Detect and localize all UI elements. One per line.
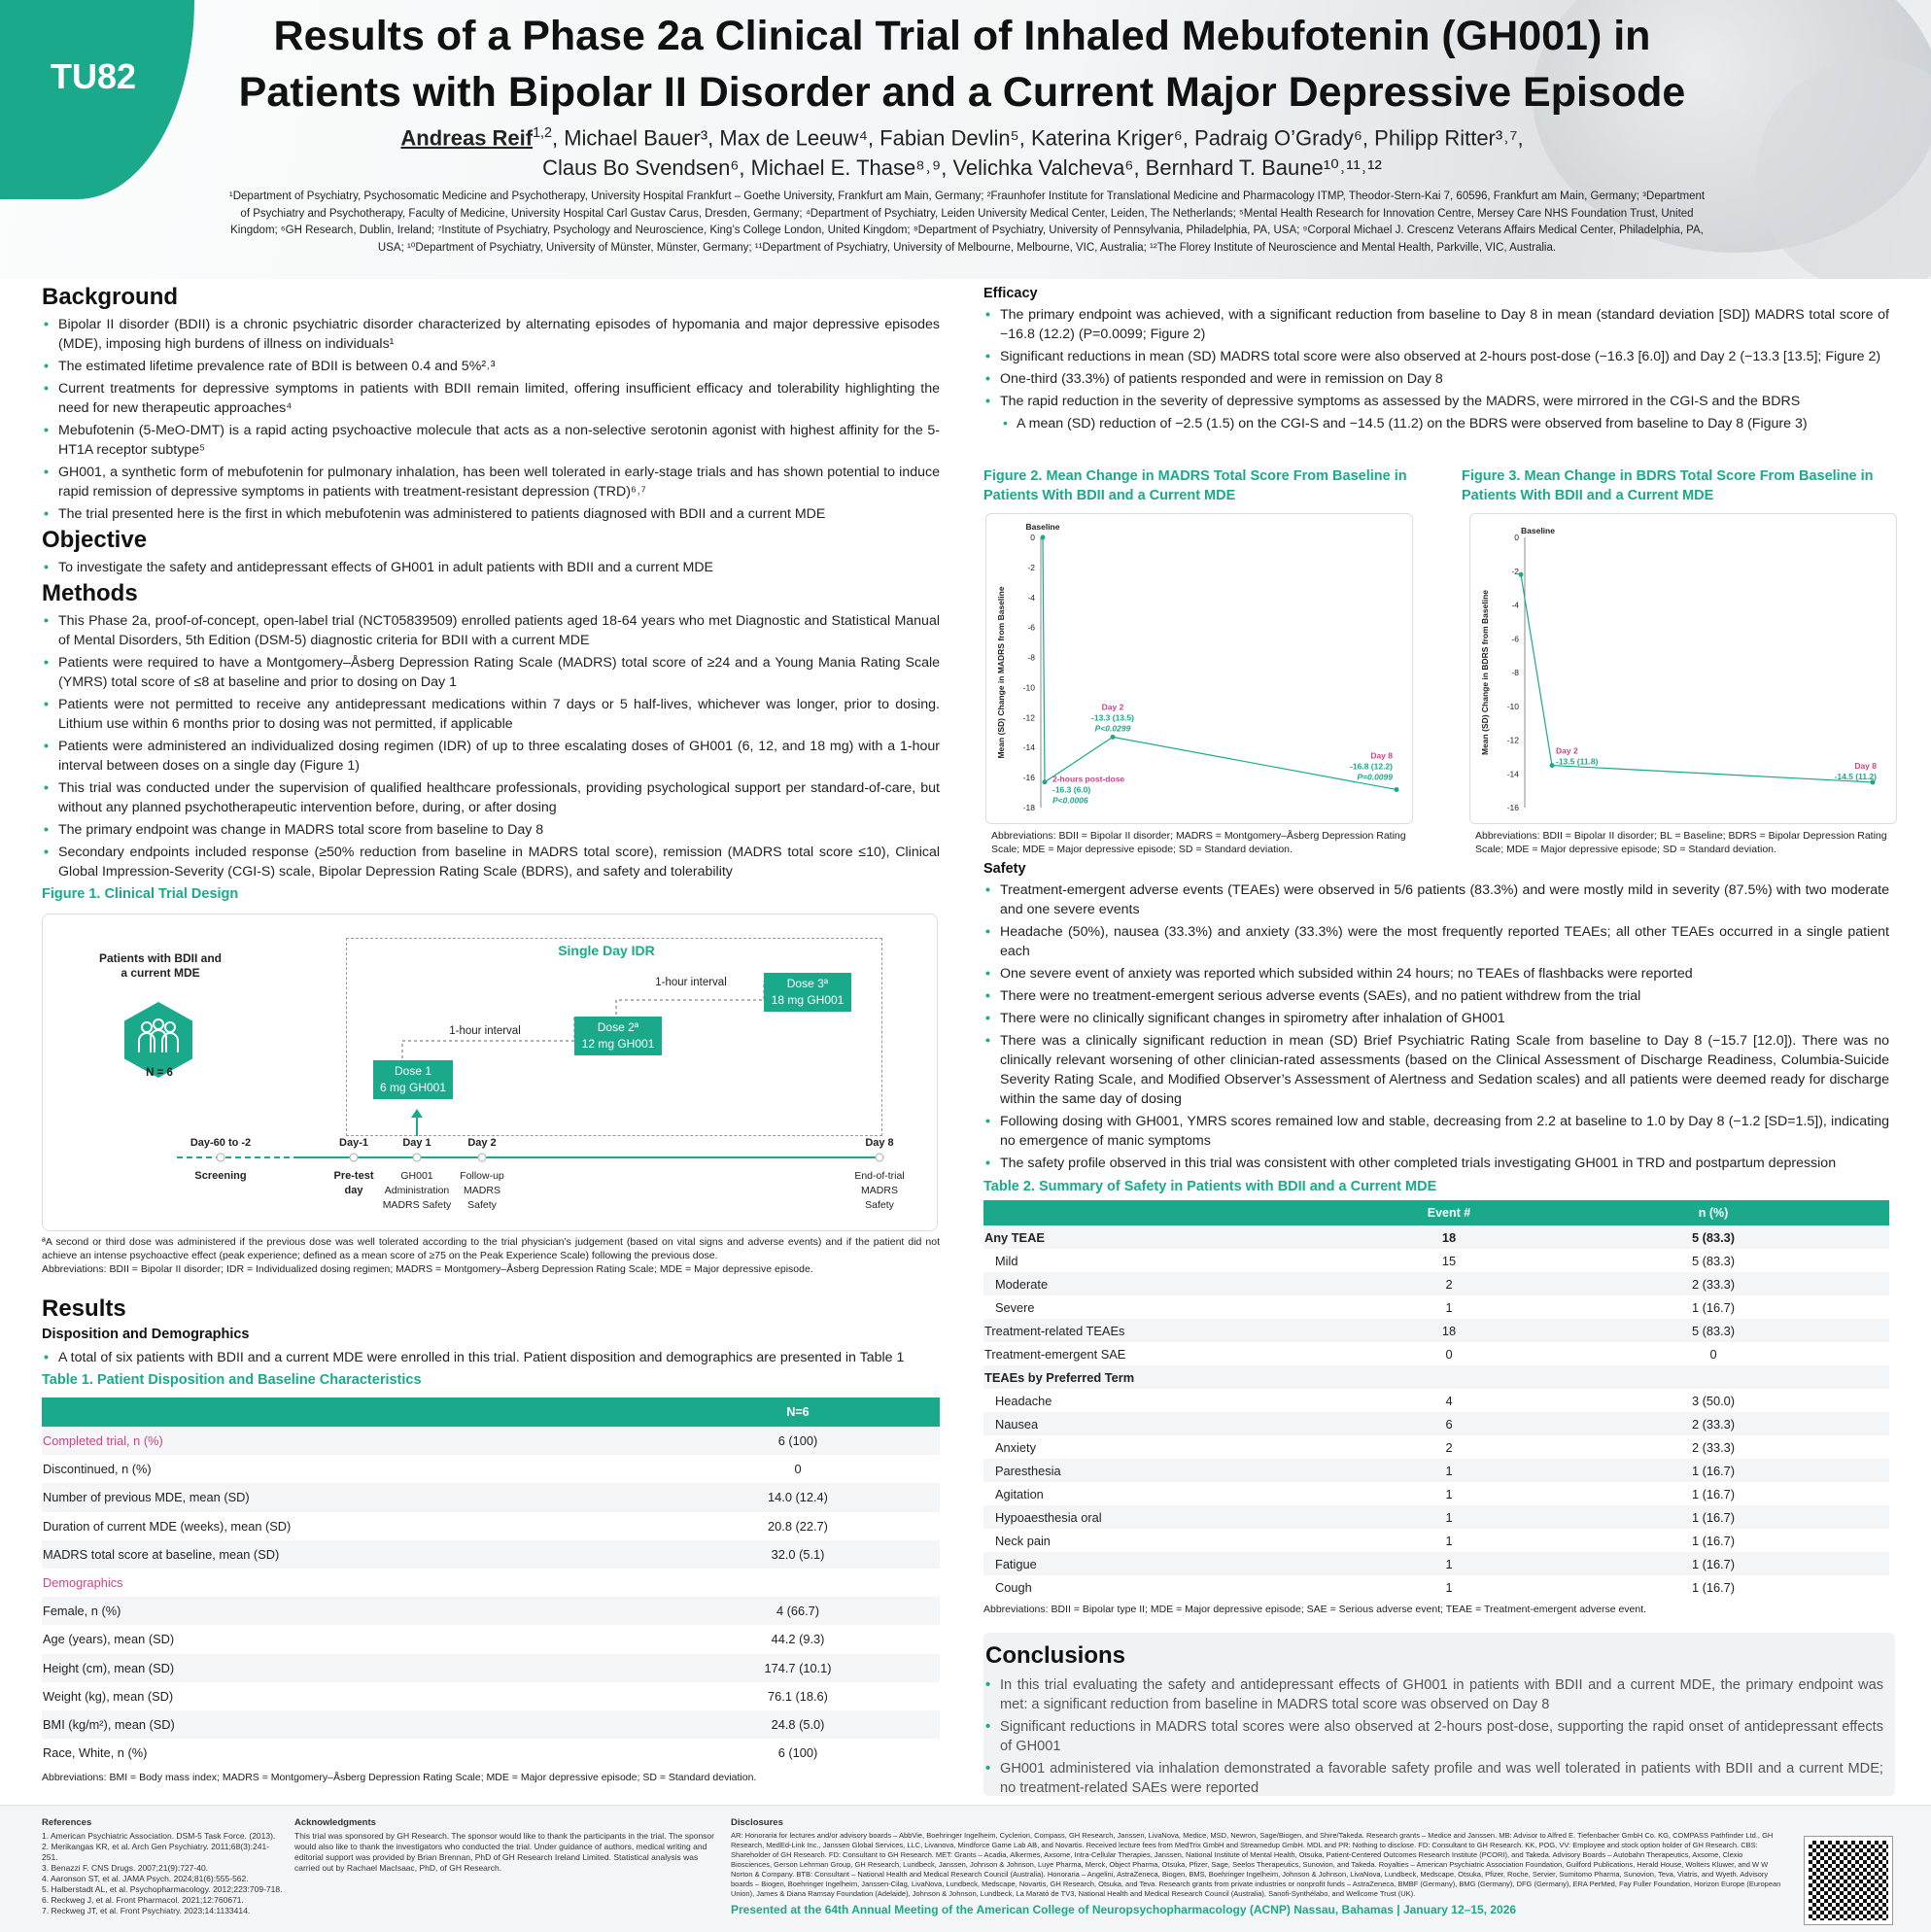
stage-end: End-of-trial MADRS Safety (854, 1170, 905, 1211)
table-cell-value (1537, 1365, 1889, 1389)
table-cell-value: 4 (1445, 1393, 1453, 1408)
table-row (983, 1552, 1889, 1575)
authors-line-2: Claus Bo Svendsen⁶, Michael E. Thase⁸˒⁹, Velichka Valcheva⁶, Bernhard T. Baune¹⁰˒¹¹˒¹² (542, 155, 1382, 181)
reference-item: 5. Halberstadt AL, et al. Psychopharmacology. 2012;223:709-718. (42, 1884, 283, 1894)
methods-item: • Secondary endpoints included response (≥50% reduction from baseline in MADRS total score), remission (MADRS total score ≤10), Clinical Global Impression-Severity (CGI-S) scale, Bipolar Depression Rating Scale (BDRS), and safety and tolerability (42, 843, 940, 881)
table-cell-value: 5 (83.3) (1691, 1229, 1736, 1245)
data-label: Baseline (1025, 522, 1060, 532)
table-row (983, 1319, 1889, 1342)
table-cell-label: Female, n (%) (43, 1604, 121, 1619)
left-column (42, 284, 940, 1784)
methods-item: • Patients were administered an individualized dosing regimen (IDR) of up to three escalating doses of GH001 (6, 12, and 18 mg) with a 1-hour interval between doses on a single day (Figure 1) (42, 737, 940, 776)
table-cell-value (1361, 1365, 1537, 1389)
table-cell-value: 2 (1445, 1276, 1453, 1292)
table-cell-label: Headache (995, 1393, 1052, 1408)
table2-col-events: Event # (1361, 1200, 1537, 1225)
data-point (1043, 779, 1048, 784)
table-cell-label: Cough (995, 1579, 1032, 1595)
y-tick-label: 0 (1030, 533, 1035, 542)
table-row (983, 1412, 1889, 1435)
table-cell-value: 5 (83.3) (1691, 1253, 1736, 1268)
results-list (42, 1348, 940, 1367)
table-cell-label: Severe (995, 1299, 1035, 1315)
methods-item: • The primary endpoint was change in MADRS total score from baseline to Day 8 (42, 820, 940, 840)
timeline-day-minus1: Day-1 (339, 1137, 368, 1149)
table2-body (983, 1225, 1889, 1599)
background-item: • GH001, a synthetic form of mebufotenin for pulmonary inhalation, has been well tolerated in early-stage trials and has shown potential to induce rapid remission of depressive symptoms in patients with treatment-resistant depression (TRD)⁶˒⁷ (42, 463, 940, 501)
table-row (983, 1505, 1889, 1529)
table-cell-value: 1 (1445, 1556, 1453, 1571)
efficacy-list (983, 305, 1889, 411)
references-list (42, 1831, 285, 1916)
background-item: • The trial presented here is the first in which mebufotenin was administered to patients diagnosed with BDII and a current MDE (42, 504, 940, 524)
figure1-title: Figure 1. Clinical Trial Design (42, 886, 239, 902)
conclusion-item: • In this trial evaluating the safety and antidepressant effects of GH001 in patients with BDII and a current MDE, the primary endpoint was met: a significant reduction from baseline in MADRS total score was observed on Day 8 (983, 1675, 1883, 1714)
table-row (983, 1482, 1889, 1505)
references (42, 1817, 285, 1916)
presented-at: Presented at the 64th Annual Meeting of the American College of Neuropsychopharmacology (ACNP) Nassau, Bahamas | January 12–15, 2026 (731, 1903, 1517, 1916)
safety-heading: Safety (983, 861, 1026, 877)
data-point (1111, 735, 1116, 740)
table-row (983, 1365, 1889, 1389)
table2-title: Table 2. Summary of Safety in Patients with BDII and a Current MDE (983, 1179, 1437, 1194)
y-tick-label: -14 (1506, 769, 1519, 779)
figure2-chart (985, 513, 1413, 824)
table-cell-value: 174.7 (10.1) (764, 1660, 832, 1675)
data-label: Day 2 (1101, 702, 1124, 712)
y-tick-label: -10 (1506, 701, 1519, 711)
table-cell-label: Anxiety (995, 1439, 1036, 1455)
table-row (983, 1342, 1889, 1365)
interval-2-label: 1-hour interval (655, 977, 727, 988)
authors-line-1: , Michael Bauer³, Max de Leeuw⁴, Fabian Devlin⁵, Katerina Kriger⁶, Padraig O’Grady⁶, Philipp Ritter³˒⁷, (551, 125, 1524, 151)
methods-item: • Patients were not permitted to receive any antidepressant medications within 7 days or 5 half-lives, whichever was longer, prior to dosing. Lithium use within 6 months prior to dosing was not permitted, if applicable (42, 695, 940, 734)
lead-author-sup: 1,2 (533, 125, 552, 141)
table-cell-value: 1 (1445, 1509, 1453, 1525)
y-tick-label: -8 (1511, 668, 1519, 677)
disclosures-title: Disclosures (731, 1817, 783, 1828)
table-cell-value: 2 (1445, 1439, 1453, 1455)
safety-item: • Headache (50%), nausea (33.3%) and anxiety (33.3%) were the most frequently reported TEAEs; all other TEAEs occurred in a single patient each (983, 922, 1889, 961)
table-cell-label: Weight (kg), mean (SD) (43, 1688, 174, 1704)
conclusion-item: • Significant reductions in MADRS total scores were also observed at 2-hours post-dose, supporting the rapid onset of antidepressant effects of GH001 (983, 1717, 1883, 1756)
background-item: • The estimated lifetime prevalence rate of BDII is between 0.4 and 5%²˒³ (42, 357, 940, 376)
table-cell-value: 1 (1445, 1299, 1453, 1315)
data-label: -16.8 (12.2) (1350, 761, 1393, 772)
table-row (983, 1435, 1889, 1459)
table-cell-label: Duration of current MDE (weeks), mean (SD) (43, 1518, 292, 1534)
poster-header (0, 0, 1931, 279)
table-row (42, 1710, 940, 1739)
table-cell-label: Any TEAE (984, 1229, 1045, 1245)
table-cell-value: 4 (66.7) (776, 1604, 820, 1619)
table2-blank-header (983, 1200, 1361, 1225)
dose-1-label: Dose 1 (394, 1064, 432, 1078)
lead-author: Andreas Reif (400, 125, 534, 151)
objective-heading: Objective (42, 527, 148, 553)
background-item: • Bipolar II disorder (BDII) is a chronic psychiatric disorder characterized by alternating episodes of hypomania and major depressive episodes (MDE), imposing high burdens of illness on individuals¹ (42, 315, 940, 354)
safety-item: • There were no clinically significant changes in spirometry after inhalation of GH001 (983, 1009, 1889, 1028)
data-label: Baseline (1521, 526, 1555, 536)
table-cell-value: 1 (1445, 1579, 1453, 1595)
author-list (194, 119, 1730, 183)
reference-item: 7. Reckweg JT, et al. Front Psychiatry. 2023;14:1133414. (42, 1906, 251, 1915)
table1-body (42, 1427, 940, 1767)
data-point (1041, 535, 1046, 540)
conclusions-list (983, 1675, 1895, 1798)
figure3-chart (1469, 513, 1897, 824)
safety-item: • One severe event of anxiety was reported which subsided within 24 hours; no TEAEs of flashbacks were reported (983, 964, 1889, 983)
safety-item: • There was a clinically significant reduction in mean (SD) Brief Psychiatric Rating Scale from baseline to Day 8 (−15.7 [12.0]). There was no clinically relevant worsening of other clinician-rated assessments (based on the Clinical Assessment of Discharge Readiness, Columbia-Suicide Severity Rating Scale, and Modified Observer’s Assessment of Alertness and Sedation scales) and all patients were deemed ready for discharge within the same day of dosing (983, 1031, 1889, 1109)
data-label: -14.5 (11.2) (1834, 771, 1877, 781)
table-row (42, 1739, 940, 1767)
efficacy-item: • The primary endpoint was achieved, with a significant reduction from baseline to Day 8 in mean (standard deviation [SD]) MADRS total score of −16.8 (12.2) (P=0.0099; Figure 2) (983, 305, 1889, 344)
table-row (42, 1569, 940, 1597)
y-tick-label: -2 (1027, 562, 1035, 572)
figure1-abbrev: Abbreviations: BDII = Bipolar II disorder; IDR = Individualized dosing regimen; MADRS = Montgomery–Åsberg Depression Rating Scale; MDE = Major depressive episode. (42, 1263, 813, 1275)
table2 (983, 1200, 1889, 1599)
reference-item: 1. American Psychiatric Association. DSM-5 Task Force. (2013). (42, 1831, 276, 1841)
efficacy-subitem-text: A mean (SD) reduction of −2.5 (1.5) on the CGI-S and −14.5 (11.2) on the BDRS were observed from baseline to Day 8 (Figure 3) (1017, 416, 1808, 431)
table-cell-label: Treatment-related TEAEs (984, 1323, 1125, 1338)
dose-3-label: Dose 3ª (786, 977, 829, 990)
data-label: -16.3 (6.0) (1052, 784, 1091, 795)
y-tick-label: -16 (1506, 803, 1519, 812)
table1-blank-header (42, 1397, 656, 1427)
efficacy-item: • Significant reductions in mean (SD) MADRS total score were also observed at 2-hours post-dose (−16.3 [6.0]) and Day 2 (−13.3 [13.5]; Figure 2) (983, 347, 1889, 366)
safety-list (983, 880, 1889, 1173)
y-tick-label: -10 (1022, 682, 1035, 693)
data-label: Day 8 (1370, 750, 1393, 761)
table-cell-label: MADRS total score at baseline, mean (SD) (43, 1546, 280, 1562)
results-heading: Results (42, 1295, 126, 1322)
dose-1-amount: 6 mg GH001 (379, 1081, 447, 1094)
table-cell-label: Demographics (43, 1575, 123, 1591)
table-cell-value: 1 (16.7) (1691, 1463, 1736, 1478)
table1-col-header: N=6 (656, 1397, 940, 1427)
right-column (983, 286, 1889, 503)
background-item: • Mebufotenin (5-MeO-DMT) is a rapid acting psychoactive molecule that acts as a non-selective serotonin agonist with highest affinity for the 5-HT1A receptor subtype⁵ (42, 421, 940, 460)
table1-title: Table 1. Patient Disposition and Baseline Characteristics (42, 1372, 422, 1388)
results-item: • A total of six patients with BDII and a current MDE were enrolled in this trial. Patient disposition and demographics are presented in Table 1 (42, 1348, 940, 1367)
stage-followup: Follow-up MADRS Safety (460, 1170, 504, 1211)
safety-section (983, 861, 1889, 1616)
table-cell-value: 2 (33.3) (1691, 1416, 1736, 1432)
methods-heading: Methods (42, 580, 138, 606)
qr-code-icon[interactable] (1805, 1837, 1892, 1924)
table-cell-value: 24.8 (5.0) (771, 1716, 825, 1732)
poster-id-badge (0, 0, 194, 199)
fig1-patients-label: Patients with BDII and a current MDE (98, 951, 222, 980)
data-label: P=0.0099 (1357, 772, 1393, 782)
table-cell-label: Age (years), mean (SD) (43, 1632, 175, 1647)
table-cell-value: 44.2 (9.3) (771, 1632, 825, 1647)
table-cell-value: 1 (1445, 1463, 1453, 1478)
disposition-heading: Disposition and Demographics (42, 1327, 250, 1342)
table-row (983, 1295, 1889, 1319)
y-tick-label: -16 (1022, 773, 1035, 783)
table1-abbrev: Abbreviations: BMI = Body mass index; MADRS = Montgomery–Åsberg Depression Rating Scale; MDE = Major depressive episode; SD = Standard deviation. (42, 1772, 757, 1784)
figure2-title: Figure 2. Mean Change in MADRS Total Score From Baseline in Patients With BDII and a Current MDE (983, 468, 1407, 503)
data-label: Day 8 (1854, 760, 1877, 771)
y-tick-label: -4 (1511, 600, 1519, 610)
table-cell-value: 1 (16.7) (1691, 1579, 1736, 1595)
ack-text: This trial was sponsored by GH Research. The sponsor would like to thank the participants in the trial. The sponsor would also like to thank the investigators who conducted the trial. Under guidance of authors, medical writing and editorial support was provided by Brian Brennan, PhD of GH Research Ireland Limited. Statistical analysis was carried out by Rachael MacIsaac, PhD, of GH Research. (294, 1831, 714, 1873)
table-cell-value: 18 (1441, 1323, 1457, 1338)
y-tick-label: -12 (1506, 735, 1519, 745)
table-cell-value: 0 (1709, 1346, 1717, 1362)
efficacy-heading: Efficacy (983, 286, 1038, 301)
table-row (983, 1389, 1889, 1412)
table2-col-n: n (%) (1537, 1200, 1889, 1225)
table-row (42, 1512, 940, 1540)
efficacy-item: • One-third (33.3%) of patients responded and were in remission on Day 8 (983, 369, 1889, 389)
table-cell-value: 20.8 (22.7) (768, 1518, 828, 1534)
dose-1-box (373, 1060, 453, 1099)
efficacy-subitem: • A mean (SD) reduction of −2.5 (1.5) on the CGI-S and −14.5 (11.2) on the BDRS were observed from baseline to Day 8 (Figure 3) (1003, 416, 1808, 431)
safety-item: • Following dosing with GH001, YMRS scores remained low and stable, decreasing from 2.2 at baseline to 1.0 by Day 8 (−1.2 [SD=1.5]), indicating no emergence of manic symptoms (983, 1112, 1889, 1151)
y-tick-label: -12 (1022, 712, 1035, 723)
table-cell-label: Discontinued, n (%) (43, 1462, 152, 1477)
conclusions-box (983, 1633, 1895, 1796)
y-axis-label: Mean (SD) Change in MADRS from Baseline (996, 586, 1006, 759)
reference-item: 4. Aaronson ST, et al. JAMA Psych. 2024;81(6):555-562. (42, 1874, 249, 1883)
table-row (42, 1483, 940, 1511)
table-row (983, 1575, 1889, 1599)
methods-item: • This trial was conducted under the supervision of qualified healthcare professionals, providing psychological support per standard-of-care, but without any planned psychotherapeutic intervention before, during, or after dosing (42, 778, 940, 817)
reference-item: 2. Merikangas KR, et al. Arch Gen Psychiatry. 2011;68(3):241-251. (42, 1842, 270, 1862)
table2-abbrev: Abbreviations: BDII = Bipolar type II; MDE = Major depressive episode; SAE = Serious adverse event; TEAE = Treatment-emergent adverse event. (983, 1604, 1647, 1615)
table-cell-label: Neck pain (995, 1533, 1051, 1548)
table-cell-value: 1 (16.7) (1691, 1299, 1736, 1315)
y-tick-label: -18 (1022, 803, 1035, 812)
table-cell-value: 1 (16.7) (1691, 1486, 1736, 1501)
table-cell-label: Number of previous MDE, mean (SD) (43, 1490, 250, 1505)
table-cell-value: 0 (794, 1462, 802, 1477)
timeline-day8: Day 8 (865, 1137, 894, 1149)
figure3-svg (1470, 514, 1896, 823)
dose-2-amount: 12 mg GH001 (581, 1037, 655, 1051)
table-cell-value: 6 (100) (777, 1745, 818, 1761)
figure1-trial-design (42, 914, 938, 1231)
table-cell-label: Agitation (995, 1486, 1044, 1501)
dose-3-amount: 18 mg GH001 (771, 993, 845, 1007)
figure3-abbrev: Abbreviations: BDII = Bipolar II disorder; BL = Baseline; BDRS = Bipolar Depression Rating Scale; MDE = Major depressive episode; SD = Standard deviation. (1475, 830, 1887, 855)
table-row (983, 1459, 1889, 1482)
conclusions-heading: Conclusions (985, 1642, 1126, 1669)
data-label: P<0.0006 (1052, 795, 1088, 806)
background-list (42, 315, 940, 524)
table-cell-label: Nausea (995, 1416, 1039, 1432)
table-cell-value (656, 1569, 940, 1597)
stage-pretest: Pre-test day (333, 1170, 374, 1196)
affiliations: ¹Department of Psychiatry, Psychosomatic Medicine and Psychotherapy, University Hospital Frankfurt – Goethe University, Frankfurt am Main, Germany; ²Fraunhofer Institute for Translational Medicine and Pharmacology ITMP, Theodor-Stern-Kai 7, 60596, Frankfurt am Main, Germany; ³Department of Psychiatry and Psychotherapy, Faculty of Medicine, University Hospital Carl Gustav Carus, Dresden, Germany; ⁴Department of Psychiatry, Leiden University Medical Center, Leiden, The Netherlands; ⁵Mental Health Research for Innovation Centre, Mersey Care NHS Foundation Trust, United Kingdom; ⁶GH Research, Dublin, Ireland; ⁷Institute of Psychiatry, Psychology and Neuroscience, King’s College London, United Kingdom; ⁸Department of Psychiatry, University of Pennsylvania, Philadelphia, PA, USA; ⁹Corporal Michael J. Crescenz Veterans Affairs Medical Center, Philadelphia, PA, USA; ¹⁰Department of Psychiatry, University of Münster, Münster, Germany; ¹¹Department of Psychiatry, University of Melbourne, Melbourne, VIC, Australia; ¹²The Florey Institute of Neuroscience and Mental Health, Parkville, VIC, Australia. (228, 190, 1706, 254)
table-row (983, 1249, 1889, 1272)
table-cell-value: 1 (1445, 1486, 1453, 1501)
y-tick-label: -2 (1511, 566, 1519, 576)
objective-list (42, 558, 940, 577)
figure3-title: Figure 3. Mean Change in BDRS Total Score From Baseline in Patients With BDII and a Current MDE (1462, 468, 1874, 503)
stage-administration: GH001 Administration MADRS Safety (382, 1170, 452, 1211)
y-axis-label: Mean (SD) Change in BDRS from Baseline (1480, 589, 1490, 756)
data-label: -13.3 (13.5) (1091, 712, 1134, 723)
y-tick-label: -4 (1027, 592, 1035, 603)
data-label: Day 2 (1556, 745, 1578, 756)
table-row (983, 1272, 1889, 1295)
poster-footer (0, 1805, 1931, 1932)
table-row (42, 1625, 940, 1653)
table-cell-value: 5 (83.3) (1691, 1323, 1736, 1338)
title-line-2: Patients with Bipolar II Disorder and a Current Major Depressive Episode (238, 69, 1686, 116)
reference-item: 3. Benazzi F. CNS Drugs. 2007;21(9):727-40. (42, 1863, 209, 1873)
table-cell-value: 32.0 (5.1) (771, 1546, 825, 1562)
dose-2-label: Dose 2ª (597, 1020, 639, 1034)
conclusion-item: • GH001 administered via inhalation demonstrated a favorable safety profile and was well tolerated in patients with BDII and a current MDE; no treatment-related SAEs were reported (983, 1759, 1883, 1798)
table-cell-label: Paresthesia (995, 1463, 1061, 1478)
table-row (42, 1682, 940, 1710)
table1 (42, 1397, 940, 1767)
timeline-day2: Day 2 (467, 1137, 497, 1149)
methods-item: • This Phase 2a, proof-of-concept, open-label trial (NCT05839509) enrolled patients aged 18-64 years who met Diagnostic and Statistical Manual of Mental Disorders, 5th Edition (DSM-5) diagnostic criteria for BDII with a current MDE (42, 611, 940, 650)
data-label: P<0.0299 (1094, 723, 1131, 734)
stage-screening: Screening (194, 1170, 247, 1182)
data-label: -13.5 (11.8) (1556, 756, 1599, 767)
table-cell-value: 18 (1441, 1229, 1457, 1245)
disclosures-text: AR: Honoraria for lectures and/or advisory boards – AbbVie, Boehringer Ingelheim, Cyclerion, Compass, GH Research, Janssen, LivaNova, Medice, MSD, Newron, Sage/Biogen, and Shire/Takeda. Research grants – Medice and Janssen. MB: Advisor to Alfred E. Tiefenbacher GmbH Co. KG, COMPASS Pathfinder Ltd., GH Research, MedEd-Link Inc., Janssen Global Services, LLC, Livanova, Mindforce Game Lab AB, and Novartis. Received lecture fees from MedTrix GmbH and Streamedup GmbH. MDL and PR: Nothing to disclose. FD: Consultant to GH Research. KK, POG, VV: Employee and stock option holder of GH Research. CBS: Shareholder of GH Research. FD: Consultant to GH Research. MET: Grants – Acadia, Alkermes, Axsome, Intra-Cellular Therapies, Janssen, National Institute of Mental Health, Otsuka, Patient-Centered Outcomes Research Institute (PCORI), and Takeda. Advisory Boards – Autobahn Therapeutics, Axsome, Clexio Biosciences, Gerson Lehrman Group, GH Research, Lundbeck, Janssen, Johnson & Johnson, Luye Pharma, Merck, Object Pharma, Otsuka, Pfizer, Sage, Seelos Therapeutics, Sunovion, and Takeda. Royalties – American Psychiatric Association Foundation, Guilford Publications, Herald House, Wolters Kluwer, and W W Norton & Company. BTB: Consultant – National Health and Medical Research Council (Australia). Honoraria – Angelini, AstraZeneca, Biogen, BMS, Boehringer Ingelheim, Johnson & Johnson, LivaNova, Lundbeck, Medscape, Otsuka, Pfizer, Roche, Servier, Sumitomo Pharma, Sunovion, Teva, Viatris, and Wyeth. Advisory boards – Biogen, Boehringer Ingelheim, Janssen-Cilag, LivaNova, Lundbeck, Medscape, Novartis, GH Research, Otsuka, and Teva. Research grants from private industries or nonprofit funds – AstraZeneca, BMBF (Germany), BMG (Germany), DFG (Germany), ERA PerMed, Fay Fuller Foundation, Horizon Europe (European Union), James & Diana Ramsay Foundation (Adelaide), Johnson & Johnson, Lundbeck, La Marató de TV3, National Health and Medical Research Council (Australia), Sanofi-Synthélabo, and Wellcome Trust (UK). (731, 1831, 1781, 1898)
objective-item: • To investigate the safety and antidepressant effects of GH001 in adult patients with BDII and a current MDE (42, 558, 940, 577)
timeline-day-minus60: Day-60 to -2 (190, 1137, 252, 1149)
table-cell-label: Height (cm), mean (SD) (43, 1660, 175, 1675)
table-cell-label: Completed trial, n (%) (43, 1433, 163, 1449)
table-cell-value: 6 (100) (777, 1433, 818, 1449)
table-row (983, 1225, 1889, 1249)
disclosures (731, 1817, 1782, 1899)
data-label: 2-hours post-dose (1052, 774, 1125, 784)
timeline-day1: Day 1 (402, 1137, 431, 1149)
table-row (42, 1427, 940, 1455)
background-heading: Background (42, 284, 179, 310)
table-cell-value: 1 (16.7) (1691, 1509, 1736, 1525)
table-cell-value: 76.1 (18.6) (768, 1688, 828, 1704)
safety-item: • There were no treatment-emergent serious adverse events (SAEs), and no patient withdrew from the trial (983, 986, 1889, 1006)
table-cell-label: TEAEs by Preferred Term (984, 1369, 1135, 1385)
table-row (42, 1597, 940, 1625)
methods-list (42, 611, 940, 881)
table-cell-label: Fatigue (995, 1556, 1037, 1571)
figure2-svg (986, 514, 1412, 823)
efficacy-item: • The rapid reduction in the severity of depressive symptoms as assessed by the MADRS, were mirrored in the CGI-S and the BDRS (983, 392, 1889, 411)
table-row (983, 1529, 1889, 1552)
table-cell-value: 1 (1445, 1533, 1453, 1548)
table-cell-value: 3 (50.0) (1691, 1393, 1736, 1408)
data-point (1395, 787, 1399, 792)
safety-item: • The safety profile observed in this trial was consistent with other completed trials investigating GH001 in TRD and postpartum depression (983, 1154, 1889, 1173)
idr-label: Single Day IDR (558, 943, 655, 958)
table-row (42, 1654, 940, 1682)
acknowledgments (294, 1817, 722, 1874)
dose-3-box (764, 973, 851, 1012)
dose-2-box (574, 1017, 662, 1055)
interval-1-label: 1-hour interval (449, 1025, 521, 1037)
safety-item: • Treatment-emergent adverse events (TEAEs) were observed in 5/6 patients (83.3%) and were mostly mild in severity (87.5%) with two moderate and one severe events (983, 880, 1889, 919)
table-cell-label: Hypoaesthesia oral (995, 1509, 1102, 1525)
y-tick-label: 0 (1514, 533, 1519, 542)
references-title: References (42, 1817, 92, 1828)
title-line-1: Results of a Phase 2a Clinical Trial of Inhaled Mebufotenin (GH001) in (273, 13, 1651, 59)
data-point (1519, 572, 1524, 577)
y-tick-label: -14 (1022, 742, 1035, 753)
y-tick-label: -8 (1027, 652, 1035, 663)
reference-item: 6. Reckweg J, et al. Front Pharmacol. 2021;12:760671. (42, 1895, 244, 1905)
table-cell-label: BMI (kg/m²), mean (SD) (43, 1716, 175, 1732)
data-point (1550, 763, 1555, 768)
table-cell-value: 14.0 (12.4) (768, 1490, 828, 1505)
table-cell-label: Mild (995, 1253, 1018, 1268)
table-row (42, 1455, 940, 1483)
y-tick-label: -6 (1027, 622, 1035, 633)
table-cell-value: 0 (1445, 1346, 1453, 1362)
table-cell-value: 15 (1441, 1253, 1457, 1268)
table-cell-value: 2 (33.3) (1691, 1276, 1736, 1292)
table-row (42, 1540, 940, 1569)
background-item: • Current treatments for depressive symptoms in patients with BDII remain limited, offering insufficient efficacy and tolerability highlighting the need for new therapeutic approaches⁴ (42, 379, 940, 418)
table-cell-value: 1 (16.7) (1691, 1556, 1736, 1571)
methods-item: • Patients were required to have a Montgomery–Åsberg Depression Rating Scale (MADRS) total score of ≥24 and a Young Mania Rating Scale (YMRS) total score of ≤8 at baseline and prior to dosing on Day 1 (42, 653, 940, 692)
poster-title (194, 8, 1730, 121)
table-cell-value: 2 (33.3) (1691, 1439, 1736, 1455)
table-cell-value: 6 (1445, 1416, 1453, 1432)
figure1-footnote: ªA second or third dose was administered if the previous dose was well tolerated according to the trial physician’s judgement (based on vital signs and adverse events) and if the patient did not achieve an intense psychoactive effect (peak experience; defined as a mean score of ≥75 on the Peak Experience Scale) following the previous dose. (42, 1236, 940, 1261)
table-cell-label: Treatment-emergent SAE (984, 1346, 1126, 1362)
table-cell-value: 1 (16.7) (1691, 1533, 1736, 1548)
table-cell-label: Race, White, n (%) (43, 1745, 148, 1761)
poster-id: TU82 (51, 56, 137, 96)
ack-title: Acknowledgments (294, 1817, 376, 1828)
y-tick-label: -6 (1511, 634, 1519, 644)
figure2-abbrev: Abbreviations: BDII = Bipolar II disorder; MADRS = Montgomery–Åsberg Depression Rating Scale; MDE = Major depressive episode; SD = Standard deviation. (991, 830, 1406, 855)
fig1-n: N = 6 (146, 1067, 173, 1079)
table-cell-label: Moderate (995, 1276, 1049, 1292)
series-line (1043, 537, 1397, 789)
